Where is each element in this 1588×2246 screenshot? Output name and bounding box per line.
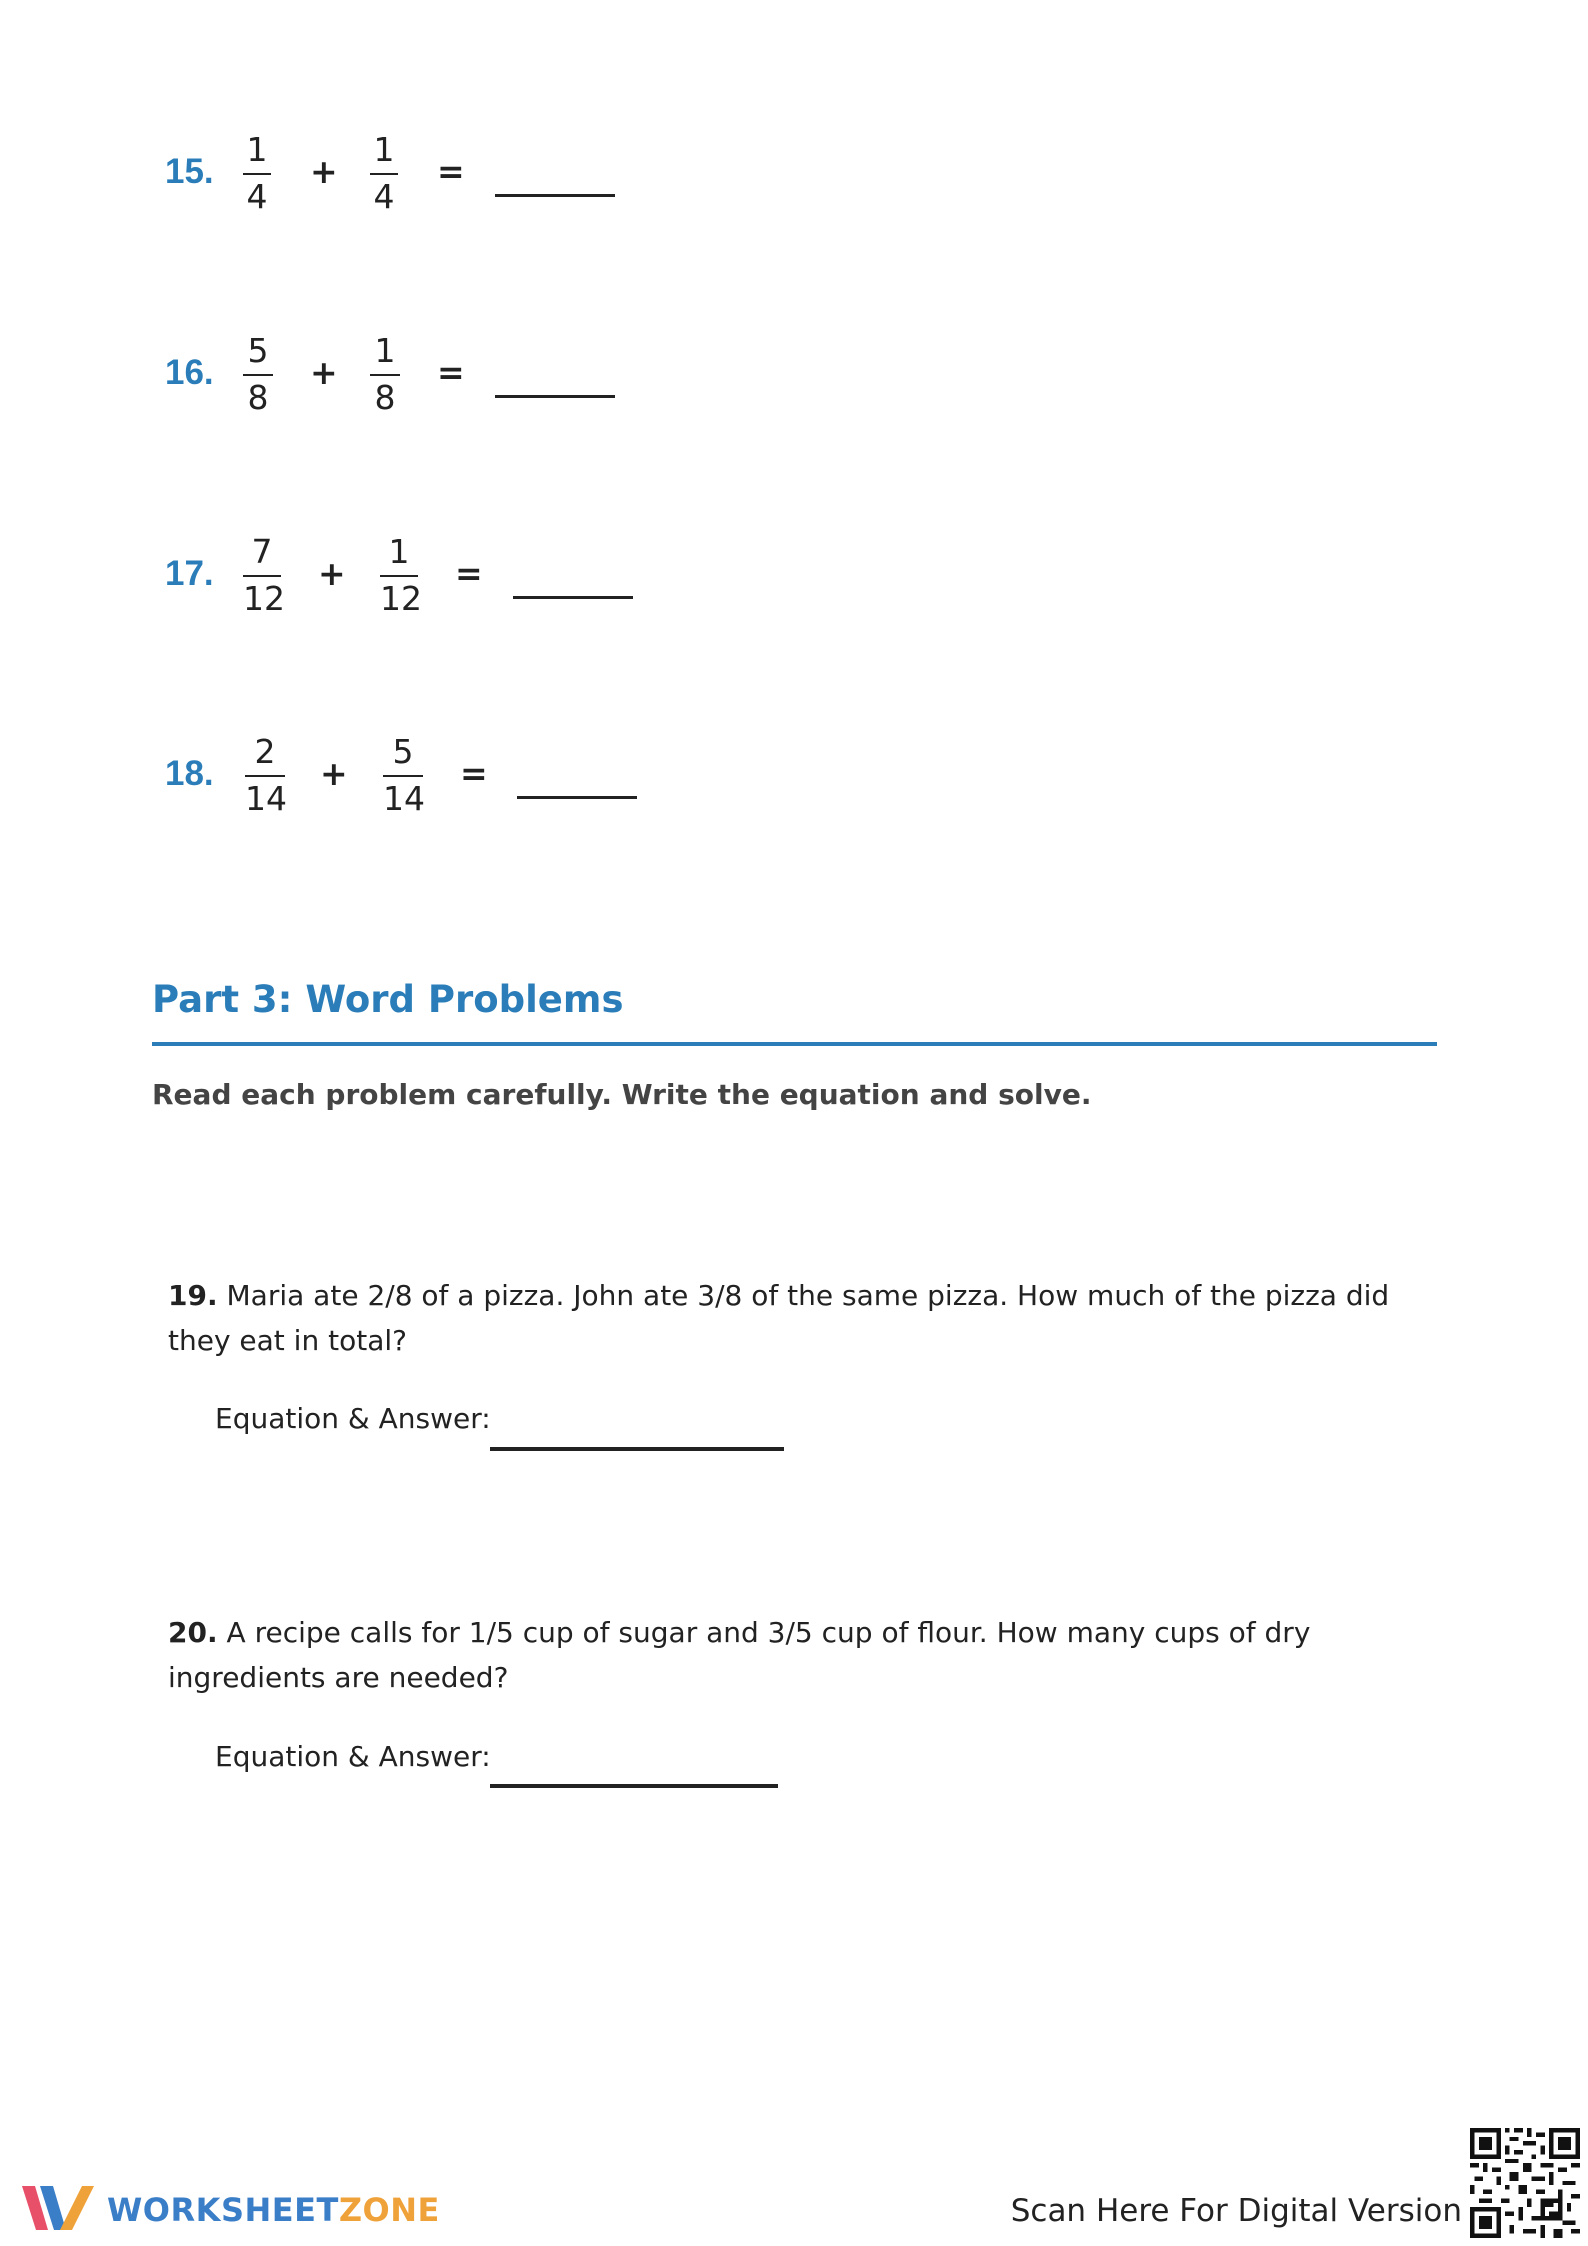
equals-sign: = [437, 353, 465, 392]
fraction-b [370, 331, 400, 418]
answer-blank[interactable] [495, 194, 615, 197]
denominator: 8 [374, 378, 396, 417]
numerator: 5 [247, 331, 269, 370]
fraction-bar [380, 575, 418, 577]
fraction-bar [370, 173, 398, 175]
fraction-a [243, 532, 285, 619]
word-problem-20 [168, 1610, 1398, 1700]
numerator: 1 [373, 130, 395, 169]
plus-sign: + [320, 754, 348, 793]
fraction-a [243, 130, 271, 217]
fraction-bar [370, 374, 400, 376]
answer-line[interactable] [490, 1447, 784, 1451]
numerator: 1 [374, 331, 396, 370]
answer-label: Equation & Answer: [215, 1402, 491, 1435]
scan-caption: Scan Here For Digital Version [1010, 2193, 1462, 2229]
denominator: 8 [247, 378, 269, 417]
answer-blank[interactable] [495, 395, 615, 398]
numerator: 1 [246, 130, 268, 169]
problem-number: 15. [165, 152, 214, 191]
answer-blank[interactable] [517, 796, 637, 799]
denominator: 12 [243, 579, 285, 618]
fraction-bar [245, 775, 285, 777]
answer-label: Equation & Answer: [215, 1740, 491, 1773]
fraction-a [245, 732, 285, 819]
numerator: 7 [251, 532, 273, 571]
instructions: Read each problem carefully. Write the equation and solve. [152, 1078, 1092, 1111]
denominator: 4 [373, 177, 395, 216]
fraction-bar [383, 775, 423, 777]
fraction-b [383, 732, 423, 819]
denominator: 14 [245, 779, 287, 818]
denominator: 12 [380, 579, 422, 618]
word-problem-text: Maria ate 2/8 of a pizza. John ate 3/8 of the same pizza. How much of the pizza did they eat in total? [168, 1279, 1390, 1357]
fraction-b [380, 532, 422, 619]
word-problem-19 [168, 1273, 1398, 1363]
fraction-bar [243, 575, 281, 577]
word-problem-number: 20. [168, 1616, 218, 1649]
equals-sign: = [437, 152, 465, 191]
worksheetzone-logo-icon [18, 2180, 98, 2236]
problem-number: 18. [165, 754, 214, 793]
numerator: 5 [392, 732, 414, 771]
answer-blank[interactable] [513, 596, 633, 599]
plus-sign: + [310, 152, 338, 191]
fraction-bar [243, 374, 273, 376]
word-problem-text: A recipe calls for 1/5 cup of sugar and 3/5 cup of flour. How many cups of dry ingredients are needed? [168, 1616, 1311, 1694]
numerator: 1 [388, 532, 410, 571]
brand-name-part2: ZONE [338, 2191, 440, 2229]
denominator: 14 [383, 779, 425, 818]
equals-sign: = [460, 754, 488, 793]
numerator: 2 [254, 732, 276, 771]
plus-sign: + [310, 353, 338, 392]
word-problem-number: 19. [168, 1279, 218, 1312]
answer-line[interactable] [490, 1784, 778, 1788]
plus-sign: + [318, 554, 346, 593]
brand-name-part1: WORKSHEET [107, 2191, 339, 2229]
fraction-b [370, 130, 398, 217]
problem-number: 16. [165, 353, 214, 392]
qr-code-icon[interactable] [1470, 2128, 1580, 2238]
fraction-a [243, 331, 273, 418]
fraction-bar [243, 173, 271, 175]
section-divider [152, 1042, 1437, 1046]
brand-name [107, 2191, 440, 2229]
section-title: Part 3: Word Problems [152, 978, 624, 1021]
denominator: 4 [246, 177, 268, 216]
equals-sign: = [455, 554, 483, 593]
problem-number: 17. [165, 554, 214, 593]
